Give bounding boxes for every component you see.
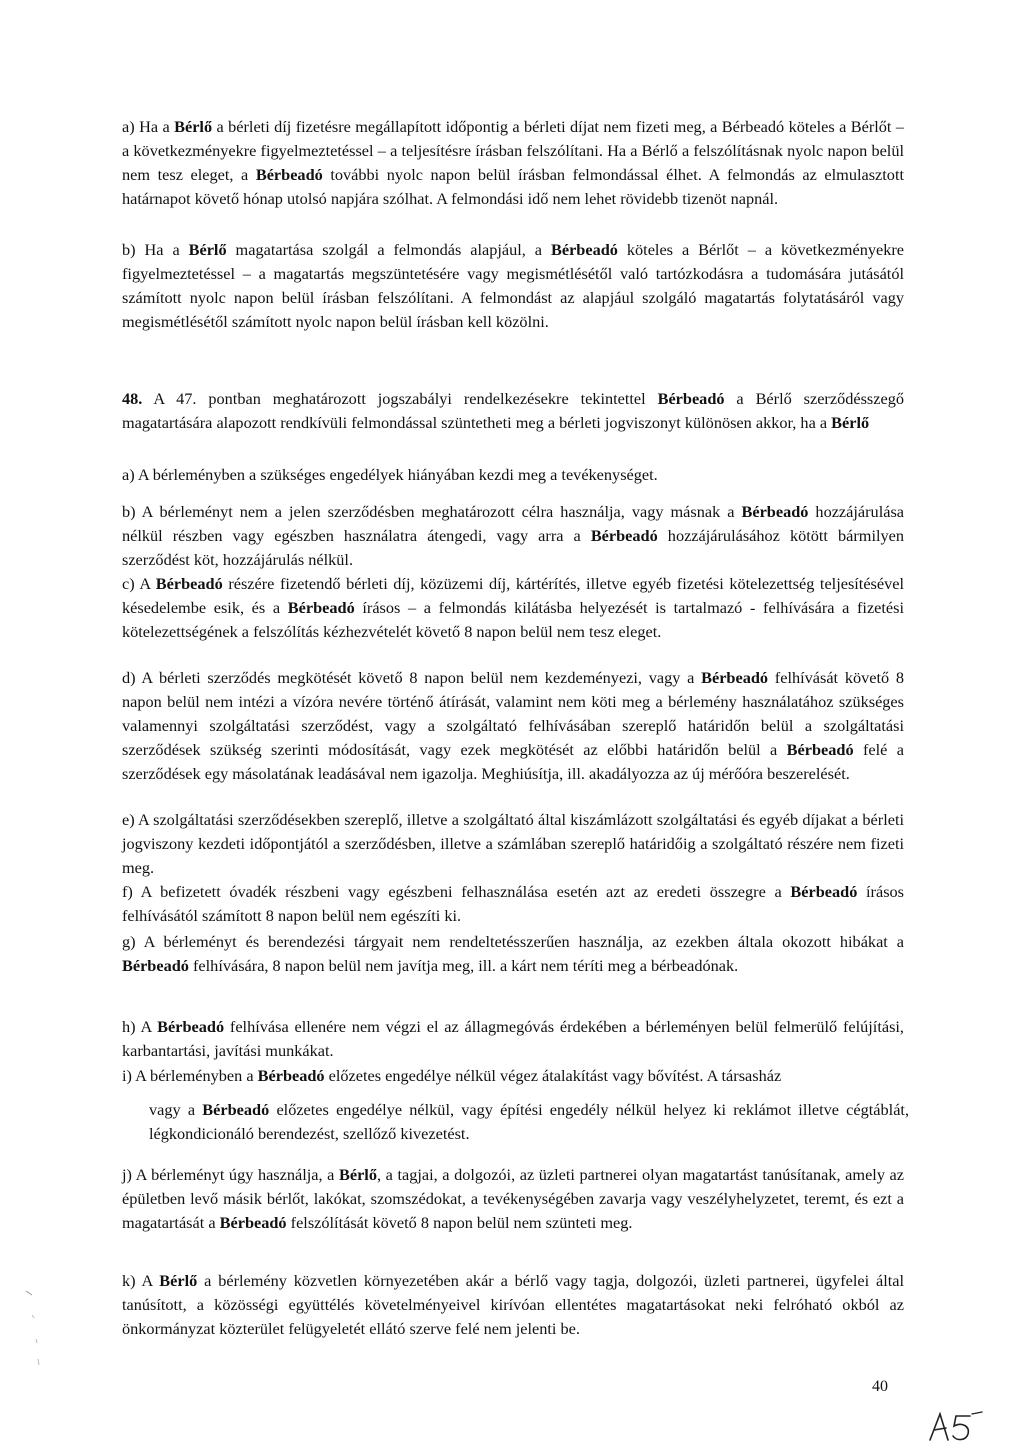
text-bold: Bérbeadó bbox=[551, 240, 618, 259]
text-run: A bérleményben a bbox=[135, 1066, 258, 1085]
section-48 bbox=[122, 387, 904, 435]
text-bold: Bérbeadó bbox=[122, 956, 189, 975]
text-run: A bérleti szerződés megkötését követő 8 napon belül nem kezdeményezi, vagy a bbox=[141, 668, 702, 687]
text-run: részére fizetendő bérleti díj, közüzemi díj, kártérítés, illetve egyéb fizetési kötelezettség teljesítésével késedelembe esik, és a bbox=[122, 574, 905, 617]
item-label: c) bbox=[122, 574, 135, 593]
text-bold: Bérbeadó bbox=[202, 1100, 270, 1119]
text-run: vagy a bbox=[149, 1100, 203, 1119]
text-run: felhívása ellenére nem végzi el az állagmegóvás érdekében a bérleményen belül felmerülő felújítási, karbantartási, javítási munkákat. bbox=[122, 1017, 904, 1060]
scan-marks bbox=[24, 1285, 54, 1385]
text-run: írásos – a felmondás kilátásba helyezését is tartalmazó - felhívására a fizetési kötelezettségének a felszólítás kézhezvételét követő 8 napon belül nem tesz eleget. bbox=[122, 598, 905, 641]
text-run: a Bérlő szerződésszegő magatartására alapozott rendkívüli felmondással szüntetheti meg a bérleti jogviszonyt különösen akkor, ha a bbox=[122, 389, 904, 432]
item-label: k) bbox=[122, 1271, 136, 1290]
list-item-e bbox=[122, 808, 904, 880]
text-run: hozzájárulásához kötött bármilyen szerződést köt, hozzájárulás nélkül. bbox=[122, 526, 904, 569]
item-label: h) bbox=[122, 1017, 136, 1036]
list-item-f bbox=[122, 880, 904, 928]
text-run: köteles a Bérlőt – a következményekre figyelmeztetéssel – a magatartás megszüntetésére vagy megismétlésétől való tartózkodásra a tudomására jutásától számított nyolc napon belül írásban felszólítani. A felmondást az alapjául szolgáló magatartás folytatásáról vagy megismétlésétől számított nyolc napon belül írásban kell közölni. bbox=[122, 240, 904, 331]
text-run: felhívását követő 8 napon belül nem intézi a vízóra nevére történő átírását, valamint nem köti meg a bérlemény használatához szükséges valamennyi szolgáltatási szerződést, vagy a szolgáltató felhívásában szereplő határidőn belül a szolgáltatási szerződések szükség szerinti módosítását, vagy ezek megkötését az előbbi határidőn belül a bbox=[122, 668, 905, 759]
text-run: a bérlemény közvetlen környezetében akár a bérlő vagy tagja, dolgozói, üzleti partnerei, ügyfelei által tanúsított, a közösségi együttélés követelményeivel kirívóan ellentétes magatartásokat neki felróható okból az önkormányzat közterület felügyeletét ellátó szerve felé nem jelenti be. bbox=[122, 1271, 905, 1338]
text-run: felszólítását követő 8 napon belül nem szünteti meg. bbox=[286, 1213, 633, 1232]
text-run: A bbox=[140, 1017, 158, 1036]
list-item-i bbox=[122, 1064, 912, 1088]
item-label: a) bbox=[122, 117, 135, 136]
text-bold: Bérlő bbox=[159, 1271, 198, 1290]
list-item-k bbox=[122, 1269, 904, 1341]
text-run: Ha a bbox=[144, 240, 189, 259]
text-bold: Bérbeadó bbox=[790, 882, 858, 901]
text-run: írásos felhívásától számított 8 napon belül nem egészíti ki. bbox=[122, 882, 905, 925]
text-bold: Bérbeadó bbox=[657, 389, 725, 408]
handwritten-initials bbox=[926, 1410, 986, 1444]
text-bold: Bérbeadó bbox=[257, 1066, 325, 1085]
text-bold: Bérlő bbox=[188, 240, 227, 259]
text-run: A befizetett óvadék részbeni vagy egészbeni felhasználása esetén azt az eredeti összegre a bbox=[140, 882, 791, 901]
text-bold: Bérlő bbox=[831, 413, 870, 432]
list-item-j bbox=[122, 1163, 904, 1235]
text-bold: Bérbeadó bbox=[219, 1213, 287, 1232]
text-run: A szolgáltatási szerződésekben szereplő, illetve a szolgáltató által kiszámlázott szolgáltatási és egyéb díjakat a bérleti jogviszony kezdeti időpontjától a szerződésben, illetve a számlában szereplő határidőig a szolgáltató részére nem fizeti meg. bbox=[122, 810, 905, 877]
text-run: A bbox=[139, 574, 156, 593]
text-run: felhívására, 8 napon belül nem javítja meg, ill. a kárt nem téríti meg a bérbeadónak. bbox=[188, 956, 739, 975]
paragraph-b-intro bbox=[122, 238, 904, 334]
item-label: a) bbox=[122, 465, 135, 484]
item-label: e) bbox=[122, 810, 135, 829]
list-item-c bbox=[122, 572, 904, 644]
item-label: f) bbox=[122, 882, 133, 901]
text-bold: Bérbeadó bbox=[701, 668, 769, 687]
text-run: felé a szerződések egy másolatának leadásával nem igazolja. Meghiúsítja, ill. akadályozza az új mérőóra beszerelését. bbox=[122, 740, 905, 783]
text-run: további nyolc napon belül írásban felmondással élhet. A felmondás az elmulasztott határnapot követő hónap utolsó napjára szólhat. A felmondási idő nem lehet rövidebb tizenöt napnál. bbox=[122, 165, 904, 208]
text-run: A bérleményben a szükséges engedélyek hiányában kezdi meg a tevékenységet. bbox=[137, 465, 658, 484]
text-run: A bbox=[141, 1271, 160, 1290]
text-run: Ha a bbox=[139, 117, 175, 136]
text-bold: Bérlő bbox=[339, 1165, 377, 1184]
item-label: b) bbox=[122, 502, 136, 521]
text-run: A bérleményt nem a jelen szerződésben meghatározott célra használja, vagy másnak a bbox=[141, 502, 742, 521]
text-bold: Bérbeadó bbox=[786, 740, 854, 759]
text-bold: Bérbeadó bbox=[155, 574, 223, 593]
paragraph-a-intro bbox=[122, 115, 904, 211]
text-run: a bérleti díj fizetésre megállapított időpontig a bérleti díjat nem fizeti meg, a Bérbeadó köteles a Bérlőt – a következményekre figyelmeztetéssel – a teljesítésre írásban felszólítani. Ha a Bérlő a felszólításnak nyolc napon belül nem tesz eleget, a bbox=[122, 117, 904, 184]
text-bold: Bérbeadó bbox=[590, 526, 658, 545]
text-bold: Bérbeadó bbox=[255, 165, 323, 184]
text-bold: Bérbeadó bbox=[157, 1017, 225, 1036]
list-item-a bbox=[122, 463, 904, 487]
text-run: A 47. pontban meghatározott jogszabályi rendelkezésekre tekintettel bbox=[142, 389, 658, 408]
text-run: előzetes engedélye nélkül, vagy építési engedély nélkül helyez ki reklámot illetve cégtáblát, légkondicionáló berendezést, szellőző kivezetést. bbox=[149, 1100, 910, 1143]
list-item-d bbox=[122, 666, 904, 786]
item-label: g) bbox=[122, 932, 136, 951]
text-bold: Bérbeadó bbox=[741, 502, 809, 521]
item-label: i) bbox=[122, 1066, 132, 1085]
list-item-b bbox=[122, 500, 904, 572]
list-item-h bbox=[122, 1015, 904, 1063]
text-bold: Bérlő bbox=[174, 117, 213, 136]
item-label: b) bbox=[122, 240, 136, 259]
text-run: magatartása szolgál a felmondás alapjául, a bbox=[226, 240, 551, 259]
text-run: , a tagjai, a dolgozói, az üzleti partnerei olyan magatartást tanúsítanak, amely az épületben levő másik bérlőt, lakókat, szomszédokat, a tevékenységében zavarja vagy veszélyhelyzetet, teremt, és ezt a magatartását a bbox=[122, 1165, 905, 1232]
text-run: A bérleményt és berendezési tárgyait nem rendeltetésszerűen használja, az ezekben általa okozott hibákat a bbox=[143, 932, 905, 951]
text-run: hozzájárulása nélkül részben vagy egészben használatra átengedi, vagy arra a bbox=[122, 502, 905, 545]
list-item-g bbox=[122, 930, 904, 978]
item-label: j) bbox=[122, 1165, 132, 1184]
section-number: 48. bbox=[122, 389, 143, 408]
text-run: előzetes engedélye nélkül végez átalakítást vagy bővítést. A társasház bbox=[324, 1066, 782, 1085]
list-item-i-continuation bbox=[149, 1098, 909, 1146]
text-bold: Bérbeadó bbox=[287, 598, 355, 617]
item-label: d) bbox=[122, 668, 136, 687]
page-number: 40 bbox=[872, 1378, 888, 1395]
text-run: A bérleményt úgy használja, a bbox=[135, 1165, 339, 1184]
